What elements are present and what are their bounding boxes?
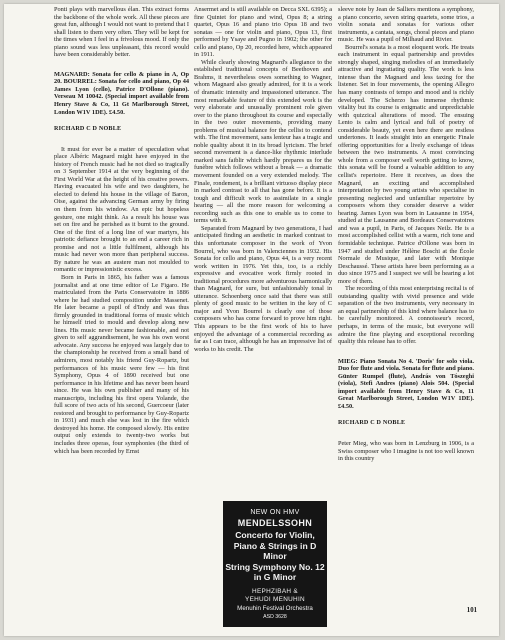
ad-performers: HEPHZIBAH & YEHUDI MENUHIN (245, 587, 305, 603)
body-paragraph: Separated from Magnard by two generations, I had anticipated finding an aesthetic in marked contrast to this unfortunate composer in the work of Yvon Bourrel, who was born in Valenciennes in 1932. His Sonata for cello and piano, Opus 44, is a very recent work written in 1976. Yet this, too, is a richly expressive and evocative work firmly rooted in traditional procedures more adventurous harmonically than Magnard, for sure, but unfashionably tonal in utterance. Schoenberg once said that there was still plenty of good music to be written in the key of C major and Yvon Bourrel is clearly one of those composers who has come forward to prove him right. This appears to be the first work of his to have enjoyed the advantage of a commercial recording as far as I can trace, although he has an impressive list of works to his credit. The (194, 224, 332, 353)
ad-composer: MENDELSSOHN (237, 518, 313, 528)
page-number: 101 (466, 607, 477, 614)
body-paragraph: Born in Paris in 1865, his father was a famous journalist and at one time editor of Le Figaro. He matriculated from the Paris Conservatoire in 1886 where he had studied composition under Massenet. He later became a pupil of d'Indy and was thus firmly grounded in traditional forms of music which he himself tried to mould and develop along new lines. His music never became fashionable, and not given to self aggrandisement, he was his own worst advocate. Any success he enjoyed was largely due to the championship he received from a small band of admirers, most notably his friend Guy-Ropartz, but performances of his music were few — his first Symphony, Opus 4 of 1890 received but one performance in his lifetime and has never been heard since. He was his own publisher and many of his manuscripts, including his first opera Yolande, the full score of two acts of his second, Guercoeur (later restored and brought to performance by Guy-Ropartz in 1931) and much else was lost in the fire which destroyed his home. He composed slowly. His entire output only extends to twenty-two works but includes three operas, four symphonies (the third of which has been recorded by Ernst (54, 273, 189, 455)
body-paragraph: Peter Mieg, who was born in Lenzburg in 1906, is a Swiss composer who I imagine is not too well known in this country (338, 439, 474, 463)
column-3 (338, 6, 474, 463)
magazine-page (4, 4, 499, 636)
reviewer-byline: RICHARD C D NOBLE (338, 420, 406, 427)
hmv-advertisement (223, 501, 327, 627)
body-paragraph: sleeve note by Jean de Salliers mentions a symphony, a piano concerto, seven string quartets, some trios, a violin sonata and sonatas for various other instruments, a cantata, songs, choral pieces and piano music. He was a pupil of Milhaud and Rivier. (338, 6, 474, 44)
body-paragraph: While clearly showing Magnard's allegiance to the established traditional concepts of Beethoven and Brahms, it nevertheless owes something to Wagner, whom Magnard also greatly admired, for it is a work of dramatic intensity and impassioned utterance. The most remarkable feature of this extended work is the very elaborate and unusually prominent role given over to the piano throughout its course and especially in the two outer movements, providing many problems of musical balance for the cellist to contend with. The first movement, sans lenteur has a tragic and noble quality about it in its broad lyricism. The brief second movement is a dance-like rhythmic interlude marked sans faiblir which hardly prepares us for the funèbre which follows without a break — a dramatic movement founded on a very extended melody. The Finale, rondement, is a brilliant virtuoso display piece in marked contrast to all that has gone before. It is a tough and difficult work to assimilate in a single hearing — all the more reason for welcoming a recording such as this one to enable us to come to terms with it. (194, 58, 332, 225)
body-paragraph: Ansermet and is still available on Decca SXL 6395); a fine Quintet for piano and wind, Opus 8; a string quartet, Opus 16 and piano trio Opus 18 and two sonatas — one for violin and piano, Opus 13, first performed by Ysaye and Pugno in 1902; the other for cello and piano, Op 20, recorded here, which appeared in 1911. (194, 6, 332, 59)
ad-orchestra: Menuhin Festival Orchestra (237, 605, 313, 613)
intro-paragraph: Ponti plays with marvellous élan. This extract forms the backbone of the whole work. All these pieces are great fun, although I would not want to pretend that I shall listen to them very often. They will be kept for the times when I feel in a frivolous mood. If only the piano sound was less unpleasant, this record would have been considerably better. (54, 6, 189, 59)
ad-works: Concerto for Violin, Piano & Strings in D Minor String Symphony No. 12 in G Minor (225, 530, 325, 583)
body-paragraph: It must for ever be a matter of speculation what place Albéric Magnard might have enjoyed in the history of French music had he not died so tragically on 3 September 1914 at the very beginning of the First World War at the height of his creative powers. Having evacuated his wife and two daughters, he elected to defend his house in the village of Baron, Oise, against the advancing German army by firing on them from his window. An epic but hopeless gesture, one might think. As a result his house was set on fire and he perished as it burnt to the ground. One of the first of a long line of war martyrs, his patriotic defiance brought to an end a career rich in promise and not a little fulfilment, although his music had never won more than peripheral success. By nature he was an austere man not moulded to romantic or impressionistic excess. (54, 145, 189, 274)
column-1 (54, 6, 189, 455)
column-2 (194, 6, 332, 353)
review-heading-mieg: MIEG: Piano Sonata No 4. 'Doris' for solo viola. Duo for flute and viola. Sonata for flute and piano. Günter Rumpel (flute), András von Tószeghi (viola), Stefi Andres (piano) Alois 504. (Special import available from Henry Stave & Co, 11 Great Marlborough Street, London W1V 1DE). £4.50. (338, 357, 474, 410)
ad-label: NEW ON HMV (250, 509, 300, 516)
body-paragraph: The recording of this most enterprising recital is of outstanding quality with vivid presence and wide separation of the two instruments, very necessary in an equal partnership of this kind where balance has to be carefully monitored. A connoisseur's record, perhaps, in terms of the music, but everyone will admire the fine playing and exceptional recording quality this release has to offer. (338, 285, 474, 346)
body-paragraph: Bourrel's sonata is a most eloquent work. He treats each instrument in equal partnership and provides strongly shaped, singing melodies of an immediately attractive and ingratiating quality. The work is less intense than the Magnard and less taxing for the listener. Set in four movements, the opening Allegro has many contrasts of tempo and mood and is richly developed. The Scherzo has immense rhythmic vitality but its course is enigmatic and unpredictable with quizzical alterations of mood. The ensuing Lento is calm and lyrical and full of poetry of considerable beauty, yet even here there are restless undertones. It leads straight into an energetic Finale offering opportunities for a lively exchange of ideas between the two instruments. A most convincing whole from a composer well worth getting to know, this sonata will be found a valuable addition to any cellist's repertoire. Here it receives, as does the Magnard, an exciting and accomplished interpretation by two young artists who specialise in presenting neglected and unfamiliar repertoire by composers whom they consider deserve a wider hearing. James Lyon was born in Lausanne in 1954, studied at the Lausanne and Bordeaux Conservatoires and was a pupil, in Paris, of Jacques Neilz. He is a most accomplished cellist with a warm, rich tone and formidable technique. Patrice d'Ollone was born in 1947 and studied under Hélène Boschi at the École Normale de Musique, and later with Monique Deschaussé. These artists have been performing as a duo since 1975 and I suspect we will be hearing a lot more of them. (338, 43, 474, 285)
reviewer-byline: RICHARD C D NOBLE (54, 126, 122, 133)
review-heading-magnard: MAGNARD: Sonata for cello & piano in A, Op 20. BOURREL: Sonata for cello and piano, Op 44 James Lyon (cello), Patrice D'Ollone (piano). Verseau M 10042. (Special import available from Henry Stave & Co, 11 Gt Marlborough Street, London W1V 1DE). £4.50. (54, 70, 189, 116)
ad-catalogue-number: ASD 3628 (263, 614, 287, 621)
